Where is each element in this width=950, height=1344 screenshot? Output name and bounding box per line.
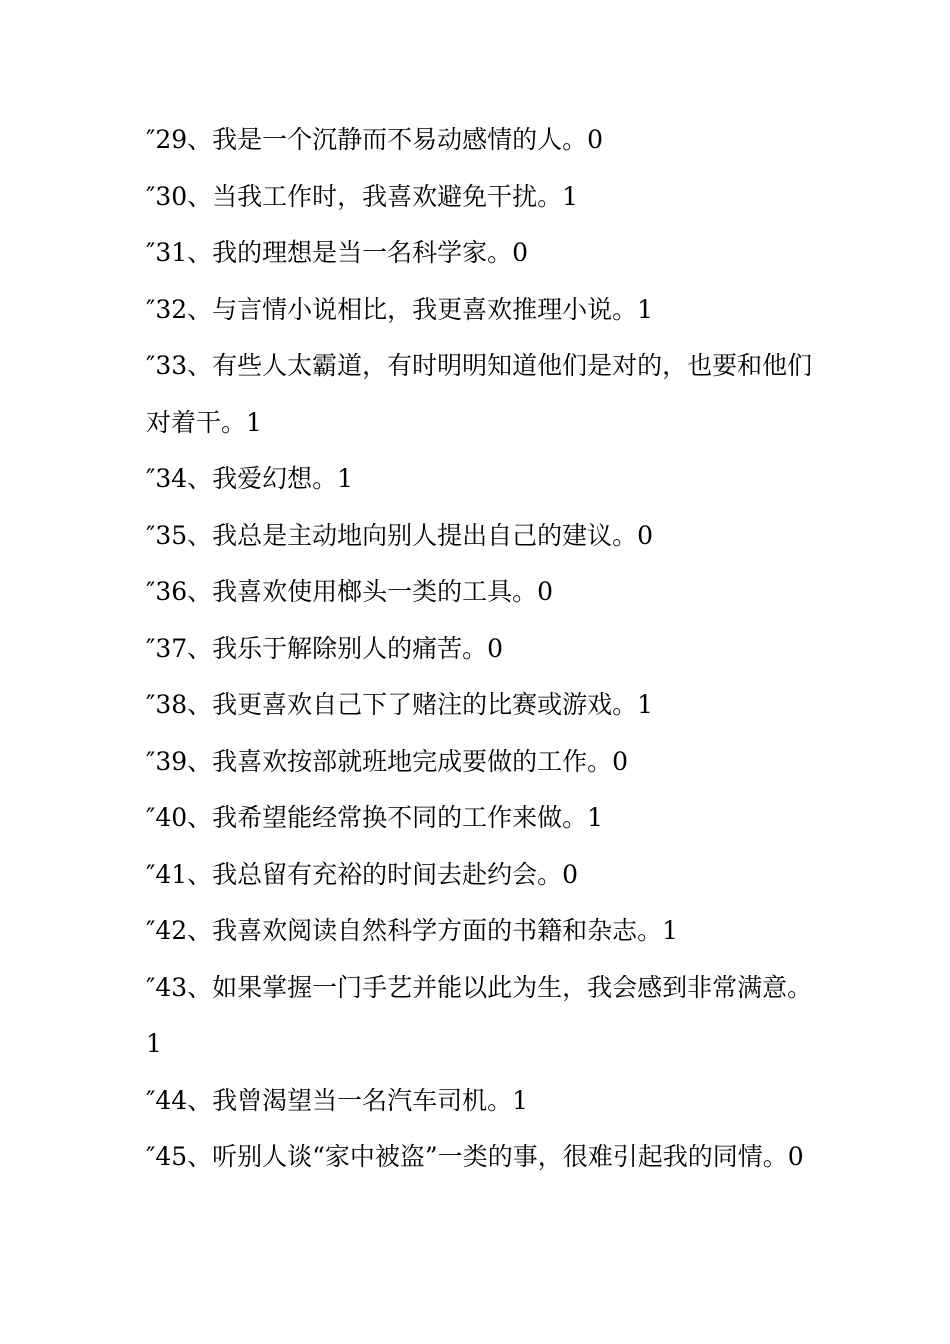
question-33: ″33、有些人太霸道，有时明明知道他们是对的，也要和他们对着干。1 [146,351,813,437]
question-29: ″29、我是一个沉静而不易动感情的人。0 [146,125,604,154]
question-31: ″31、我的理想是当一名科学家。0 [146,238,529,267]
question-34: ″34、我爱幻想。1 [146,464,354,493]
question-38: ″38、我更喜欢自己下了赌注的比赛或游戏。1 [146,690,654,719]
question-41: ″41、我总留有充裕的时间去赴约会。0 [146,859,579,889]
question-43: ″43、如果掌握一门手艺并能以此为生，我会感到非常满意。1 [146,972,813,1058]
question-44: ″44、我曾渴望当一名汽车司机。1 [146,1085,529,1115]
question-42: ″42、我喜欢阅读自然科学方面的书籍和杂志。1 [146,916,679,945]
question-32: ″32、与言情小说相比，我更喜欢推理小说。1 [146,294,654,324]
question-35: ″35、我总是主动地向别人提出自己的建议。0 [146,520,654,550]
document-body [146,112,826,1186]
question-45: ″45、听别人谈“家中被盗”一类的事，很难引起我的同情。0 [146,1142,804,1171]
question-39: ″39、我喜欢按部就班地完成要做的工作。0 [146,746,629,776]
question-40: ″40、我希望能经常换不同的工作来做。1 [146,803,604,832]
question-37: ″37、我乐于解除别人的痛苦。0 [146,633,504,663]
question-30: ″30、当我工作时，我喜欢避免干扰。1 [146,181,579,211]
question-36: ″36、我喜欢使用榔头一类的工具。0 [146,577,554,606]
